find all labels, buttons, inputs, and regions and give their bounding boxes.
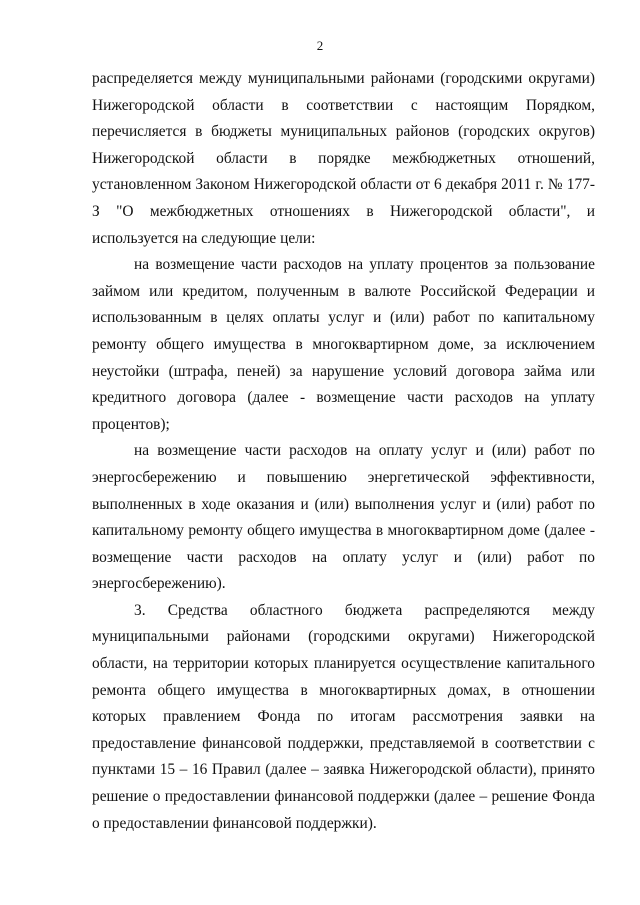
paragraph-energy-saving-compensation: на возмещение части расходов на оплату услуг и (или) работ по энергосбережению и повышению энергетической эффективности, выполненных в ходе оказания и (или) выполнения услуг и (или) работ по капитальному ремонту общего имущества в многоквартирном доме (далее - возмещение части расходов на оплату услуг и (или) работ по энергосбережению). [92, 442, 595, 593]
page-number: 2 [316, 38, 324, 53]
document-body [92, 66, 595, 837]
paragraph-section-3: 3. Средства областного бюджета распределяются между муниципальными районами (городскими округами) Нижегородской области, на территории которых планируется осуществление капитального ремонта общего имущества в многоквартирных домах, в отношении которых правлением Фонда по итогам рассмотрения заявки на предоставление финансовой поддержки, представляемой в соответствии с пунктами 15 – 16 Правил (далее – заявка Нижегородской области), принято решение о предоставлении финансовой поддержки (далее – решение Фонда о предоставлении финансовой поддержки). [92, 601, 595, 832]
paragraph-continuation: распределяется между муниципальными районами (городскими округами) Нижегородской области в соответствии с настоящим Порядком, перечисляется в бюджеты муниципальных районов (городских округов) Нижегородской области в порядке межбюджетных отношений, установленном Законом Нижегородской области от 6 декабря 2011 г. № 177-З "О межбюджетных отношениях в Нижегородской области", и используется на следующие цели: [92, 70, 595, 247]
paragraph-interest-compensation: на возмещение части расходов на уплату процентов за пользование займом или кредитом, полученным в валюте Российской Федерации и использованным в целях оплаты услуг и (или) работ по капитальному ремонту общего имущества в многоквартирном доме, за исключением неустойки (штрафа, пеней) за нарушение условий договора займа или кредитного договора (далее - возмещение части расходов на уплату процентов); [92, 256, 595, 433]
